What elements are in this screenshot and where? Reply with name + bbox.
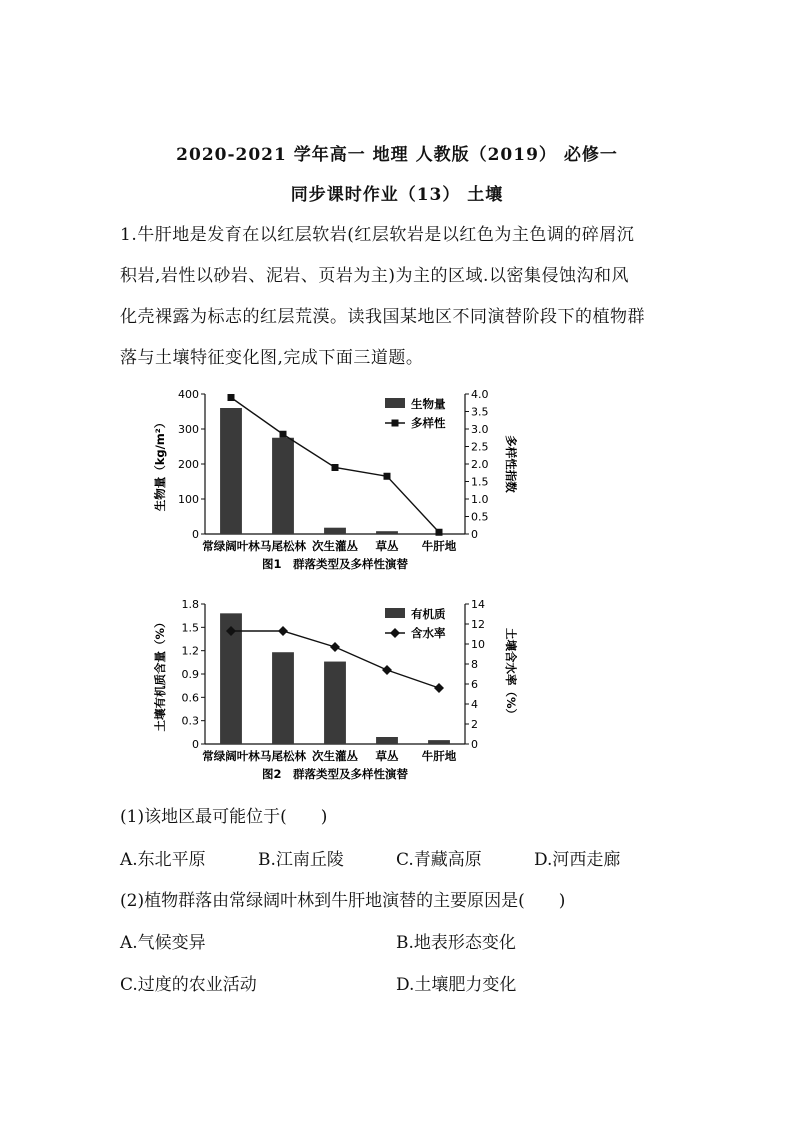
y-tick-label-right: 3.5 [471,405,489,419]
y-tick-label-right: 8 [471,658,478,671]
y-tick-label-right: 2.0 [471,458,489,471]
y-tick-label-right: 10 [471,638,485,651]
y-tick-label-right: 1.0 [471,493,489,506]
option-b[interactable]: B.地表形态变化 [396,933,516,953]
y-tick-label-left: 1.2 [181,644,199,658]
y-tick-label-left: 200 [178,458,199,471]
line-point [330,642,340,652]
bar [428,740,450,744]
y-tick-label-right: 6 [471,678,478,691]
option-c[interactable]: C.青藏高原 [396,850,482,870]
intro-line: 1.牛肝地是发育在以红层软岩(红层软岩是以红色为主色调的碎屑沉 [120,225,635,245]
category-label: 马尾松林 [260,749,306,763]
y-axis-title-left: 土壤有机质含量（%） [153,616,167,732]
line-point [436,529,443,536]
category-label: 草丛 [375,749,399,763]
category-label: 常绿阔叶林 [202,749,260,763]
chart-figure-2 [150,592,670,792]
intro-line: 积岩,岩性以砂岩、泥岩、页岩为主)为主的区域.以密集侵蚀沟和风 [120,266,629,286]
y-tick-label-right: 14 [471,598,485,611]
document-subtitle: 同步课时作业（13） 土壤 [290,185,504,205]
legend-bar-swatch [385,608,405,618]
y-tick-label-right: 2.5 [471,440,489,454]
y-tick-label-right: 4 [471,698,478,711]
option-d[interactable]: D.土壤肥力变化 [396,975,517,995]
category-label: 次生灌丛 [312,749,358,763]
chart-caption: 图1 群落类型及多样性演替 [261,557,409,571]
category-label: 次生灌丛 [312,539,358,553]
sub-question-2-stem: (2)植物群落由常绿阔叶林到牛肝地演替的主要原因是( ) [120,891,566,911]
y-tick-label-right: 4.0 [471,388,489,401]
y-tick-label-right: 0.5 [471,510,489,524]
y-tick-label-right: 2 [471,718,478,731]
option-d[interactable]: D.河西走廊 [534,850,621,870]
y-axis-title-left: 生物量（kg/m²） [153,416,167,512]
chart-figure-1 [150,382,670,582]
y-tick-label-left: 0.6 [181,691,199,705]
option-a[interactable]: A.东北平原 [120,850,206,870]
y-axis-title-right: 多样性指数 [504,435,518,493]
line-point [228,394,235,401]
line-point [280,431,287,438]
y-tick-label-left: 1.8 [181,598,199,611]
y-tick-label-right: 0 [471,738,478,751]
category-label: 牛肝地 [421,539,457,553]
legend-bar-swatch [385,398,405,408]
line-point [382,665,392,675]
category-label: 马尾松林 [260,539,306,553]
y-tick-label-left: 0 [192,738,199,751]
y-tick-label-right: 1.5 [471,475,489,489]
bar [272,652,294,744]
category-label: 草丛 [375,539,399,553]
legend-line-marker [390,628,400,638]
y-tick-label-left: 100 [178,493,199,506]
bar [220,408,242,534]
category-label: 牛肝地 [421,749,457,763]
intro-line: 落与土壤特征变化图,完成下面三道题。 [120,348,424,368]
y-tick-label-right: 3.0 [471,423,489,436]
category-label: 常绿阔叶林 [202,539,260,553]
line-point [434,683,444,693]
line-point [384,473,391,480]
question-1-intro [120,215,680,379]
bar [376,531,398,534]
bar [324,662,346,744]
line-point [278,626,288,636]
y-tick-label-left: 400 [178,388,199,401]
y-tick-label-left: 1.5 [181,621,199,635]
sub-question-1-stem: (1)该地区最可能位于( ) [120,807,328,827]
y-tick-label-left: 300 [178,423,199,436]
y-axis-title-right: 土壤含水率（%） [504,627,518,721]
y-tick-label-left: 0.3 [181,714,199,728]
bar [324,528,346,534]
bar [376,737,398,744]
document-title: 2020-2021 学年高一 地理 人教版（2019） 必修一 [176,145,618,165]
y-tick-label-right: 0 [471,528,478,541]
y-tick-label-left: 0 [192,528,199,541]
bar [272,438,294,534]
legend-line-label: 多样性 [411,416,446,430]
legend-bar-label: 生物量 [411,397,446,411]
option-c[interactable]: C.过度的农业活动 [120,975,257,995]
line-point [332,464,339,471]
legend-bar-label: 有机质 [411,607,446,621]
y-tick-label-left: 0.9 [181,668,199,681]
option-b[interactable]: B.江南丘陵 [258,850,344,870]
legend-line-marker [392,420,399,427]
chart-caption: 图2 群落类型及多样性演替 [261,767,409,781]
intro-line: 化壳裸露为标志的红层荒漠。读我国某地区不同演替阶段下的植物群 [120,307,645,327]
legend-line-label: 含水率 [411,626,446,640]
option-a[interactable]: A.气候变异 [120,933,206,953]
y-tick-label-right: 12 [471,618,485,631]
